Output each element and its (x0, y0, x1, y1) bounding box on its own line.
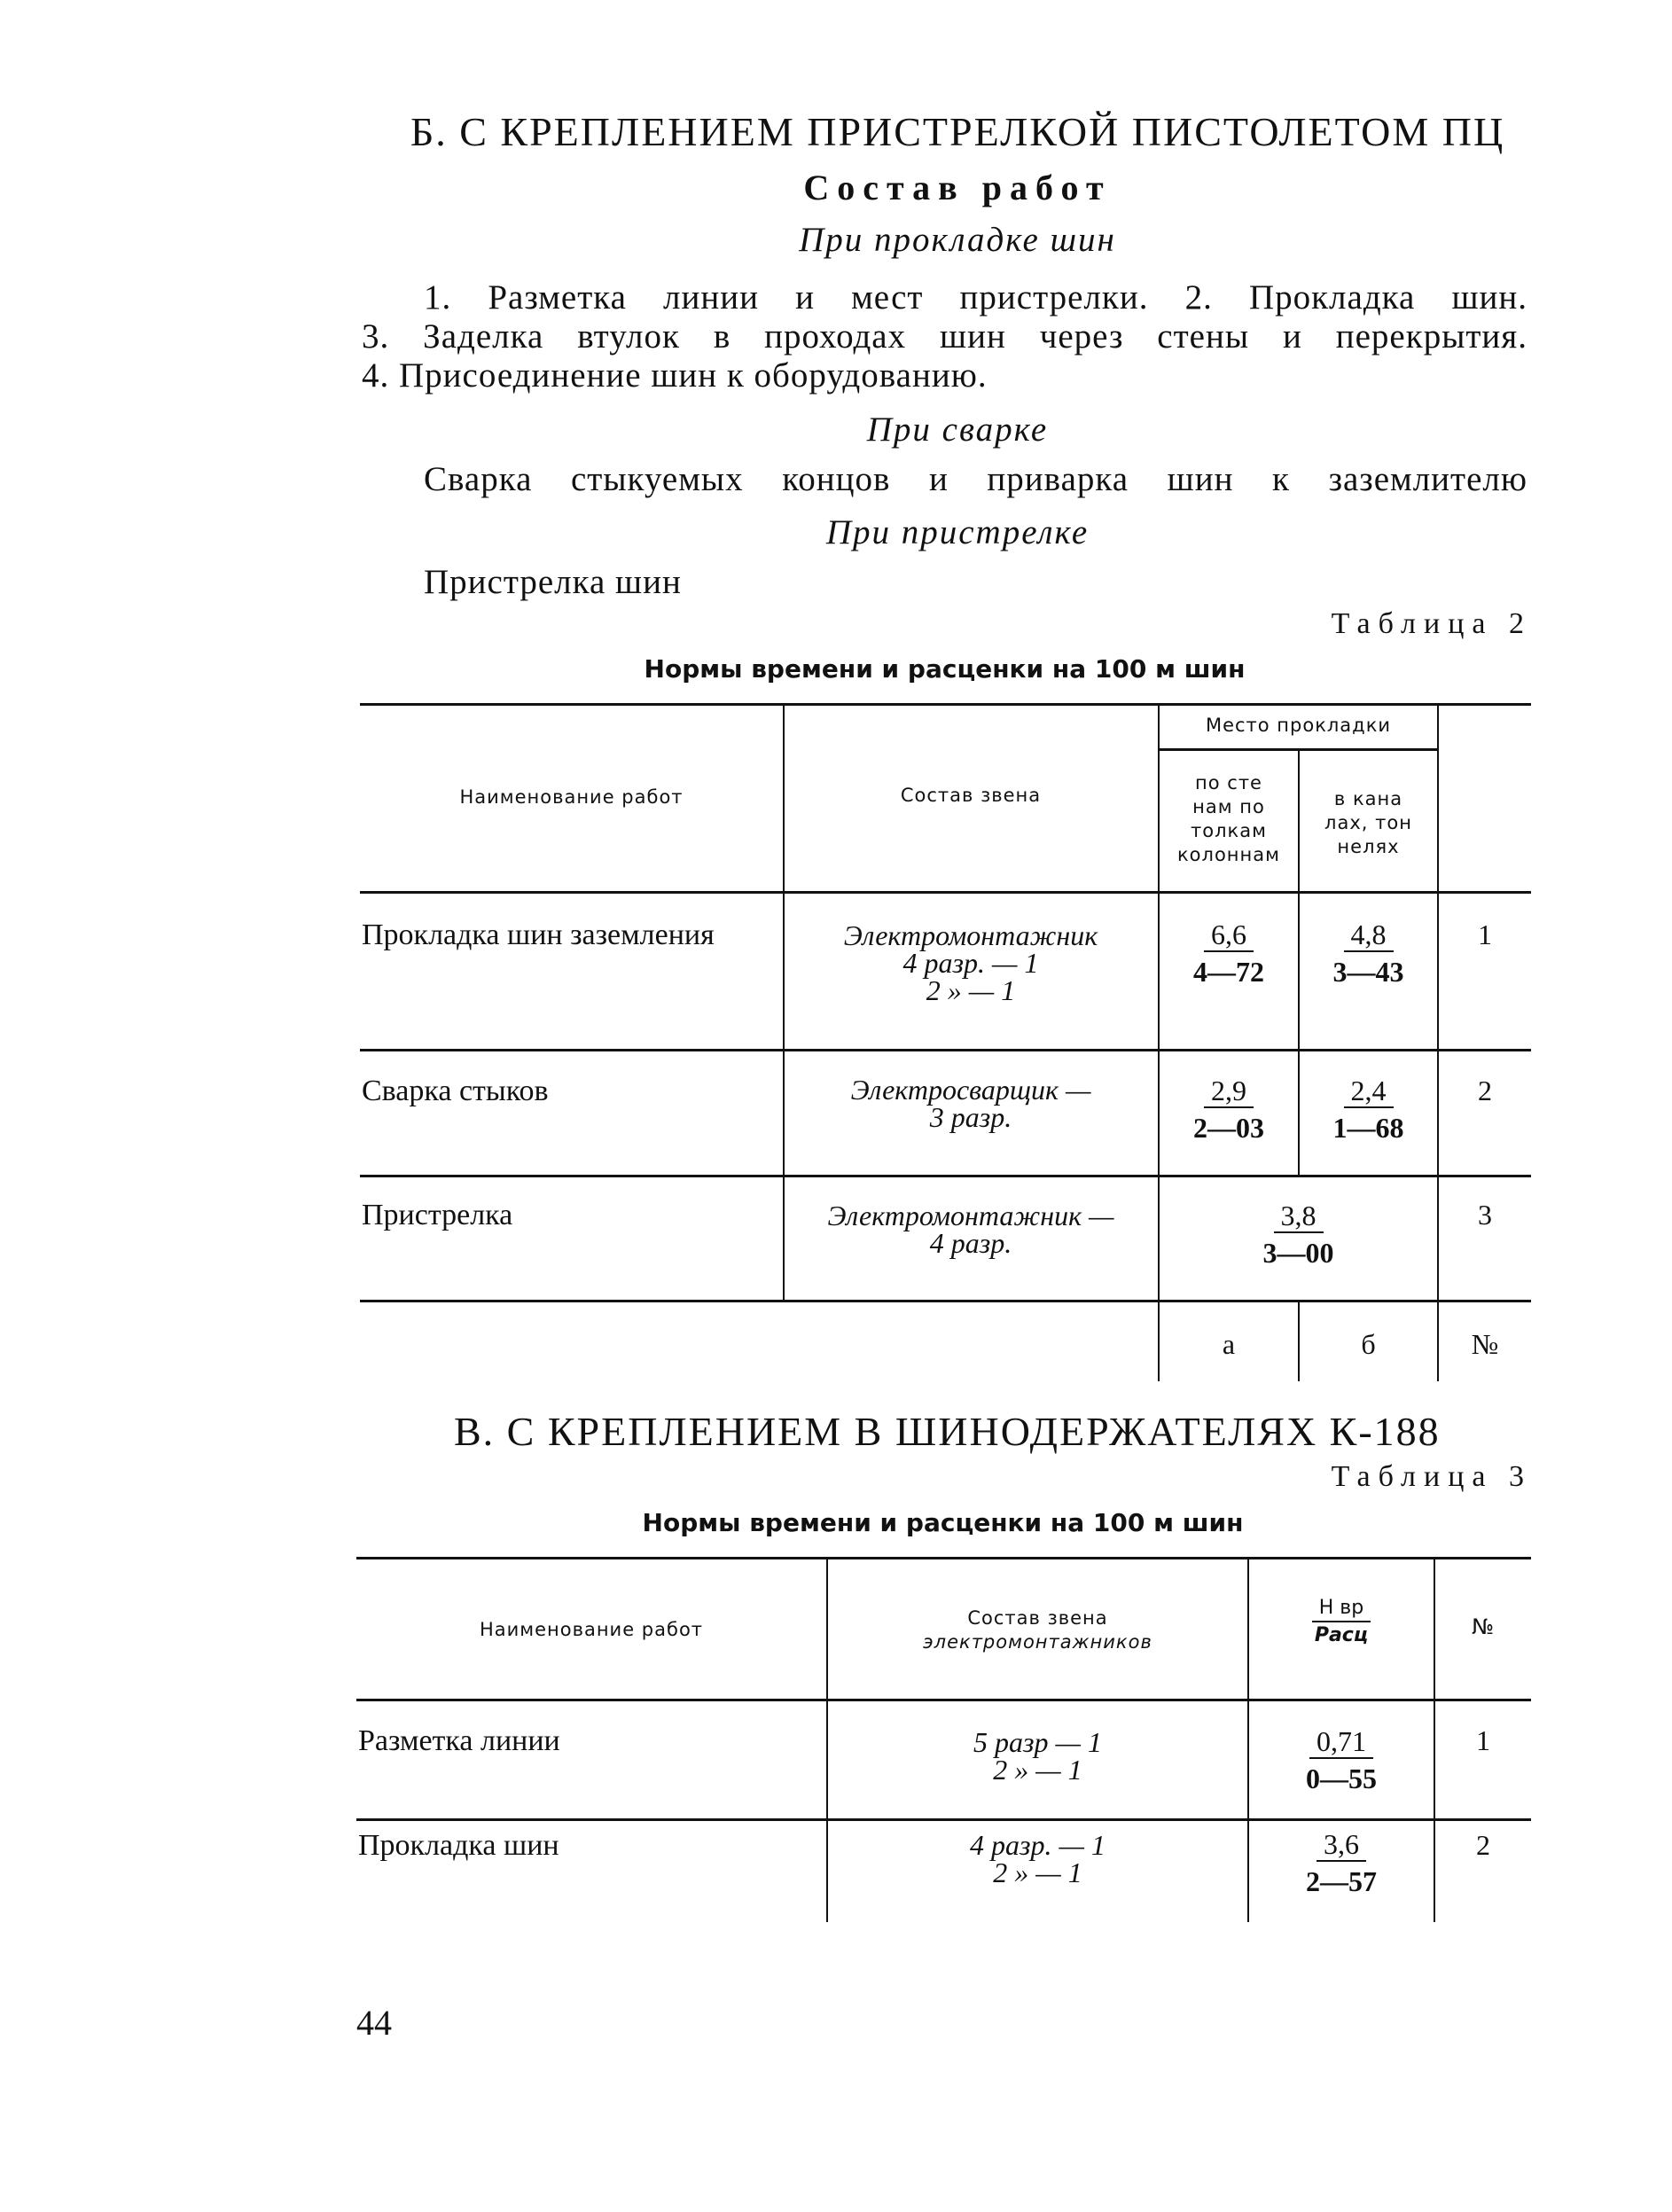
table2-footer-b: б (1361, 1328, 1376, 1360)
shooting-text: Пристрелка шин (424, 563, 682, 601)
table2-row2-no: 2 (1478, 1075, 1492, 1106)
table2-label: Таблица 2 (1331, 607, 1532, 640)
table2-row1-no: 1 (1478, 918, 1492, 950)
welding-heading: При сварке (866, 410, 1049, 449)
table2-row3-crew: Электромонтажник — 4 разр. (827, 1200, 1114, 1259)
table2-row3-no: 3 (1478, 1199, 1492, 1231)
table3-row1-norm: $\frac{0,71}{0—55}$ (1306, 1725, 1377, 1794)
table2-row1-work: Прокладка шин заземления (362, 918, 715, 951)
table3-header-no: № (1472, 1614, 1495, 1639)
laying-line-3: 4. Присоединение шин к оборудованию. (362, 356, 988, 395)
table2-row3-ab: $\frac{3,8}{3—00}$ (1262, 1200, 1334, 1269)
table2-row2-crew: Электросварщик — 3 разр. (850, 1074, 1091, 1133)
table3-row1-work: Разметка линии (358, 1724, 560, 1757)
page-number: 44 (356, 2003, 392, 2043)
table2-row1-b: $\frac{4,8}{3—43}$ (1332, 918, 1404, 988)
table3-label: Таблица 3 (1331, 1460, 1532, 1493)
table2-header-walls: по сте нам по толкам колоннам (1177, 772, 1280, 865)
table2-row1-a: $\frac{6,6}{4—72}$ (1193, 918, 1264, 988)
laying-line-2: 3. Заделка втулок в проходах шин через стены и перекрытия. (362, 317, 1527, 356)
table2-header-channels: в кана лах, тон нелях (1324, 788, 1412, 857)
table3-row1-crew: 5 разр — 1 2 » — 1 (973, 1726, 1102, 1786)
table2-footer-a: а (1222, 1328, 1236, 1360)
table2-row1-crew: Электромонтажник 4 разр. — 1 2 » — 1 (843, 919, 1098, 1006)
table3-header-crew: Состав звена электромонтажников (923, 1607, 1152, 1653)
table2-row3-work: Пристрелка (362, 1199, 513, 1231)
table2-header-place: Место прокладки (1205, 715, 1392, 736)
section-b-title: Б. С КРЕПЛЕНИЕМ ПРИСТРЕЛКОЙ ПИСТОЛЕТОМ ПЦ (410, 109, 1505, 154)
table2-header-crew: Состав звена (900, 785, 1042, 806)
table3-header-norm: Н вр Расц (1249, 1596, 1434, 1649)
laying-heading: При прокладке шин (799, 221, 1116, 259)
table2-footer-no: № (1471, 1328, 1499, 1360)
table3-row1-no: 1 (1476, 1724, 1490, 1756)
table3-row2-no: 2 (1476, 1829, 1490, 1861)
shooting-heading: При пристрелке (825, 513, 1090, 551)
table3-caption: Нормы времени и расценки на 100 м шин (642, 1508, 1244, 1537)
table2-row2-b: $\frac{2,4}{1—68}$ (1332, 1075, 1404, 1144)
table2-caption: Нормы времени и расценки на 100 м шин (644, 654, 1246, 684)
table3-row2-work: Прокладка шин (358, 1829, 559, 1862)
table3-row2-norm: $\frac{3,6}{2—57}$ (1306, 1828, 1377, 1897)
table2-row2-a: $\frac{2,9}{2—03}$ (1193, 1075, 1264, 1144)
table2-header-work: Наименование работ (459, 786, 684, 808)
section-v-title: В. С КРЕПЛЕНИЕМ В ШИНОДЕРЖАТЕЛЯХ К-188 (454, 1409, 1441, 1454)
table3-header-work: Наименование работ (479, 1619, 704, 1640)
work-composition-heading: Состав работ (803, 168, 1112, 207)
table3-row2-crew: 4 разр. — 1 2 » — 1 (970, 1829, 1106, 1888)
laying-line-1: 1. Разметка линии и мест пристрелки. 2. Прокладка шин. (424, 278, 1527, 317)
table2-row2-work: Сварка стыков (362, 1075, 549, 1107)
welding-text: Сварка стыкуемых концов и приварка шин к заземлителю (424, 460, 1527, 498)
